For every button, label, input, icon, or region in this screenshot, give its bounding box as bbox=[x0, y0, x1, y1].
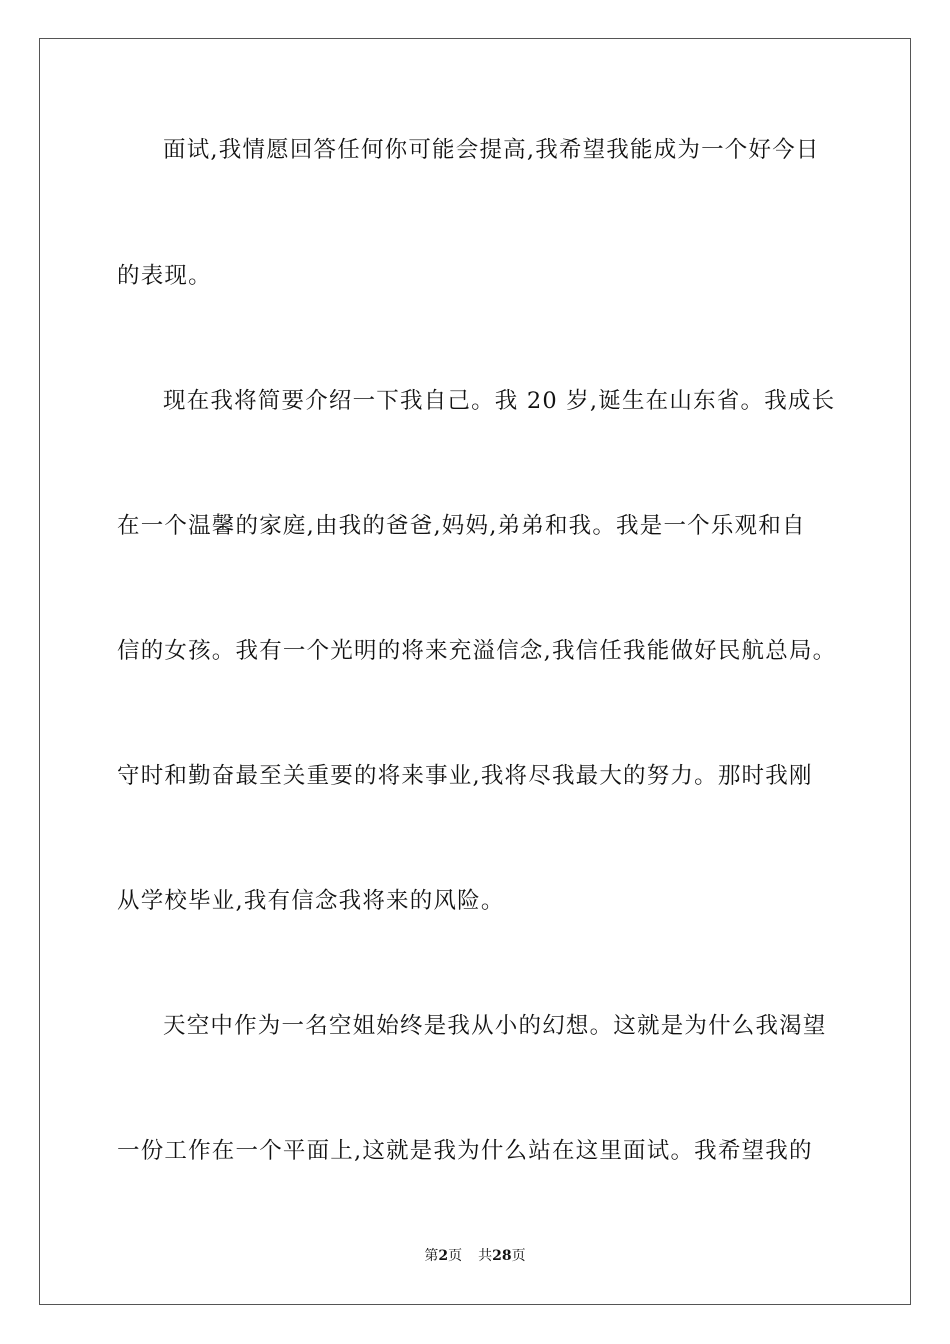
total-prefix: 共 bbox=[478, 1248, 493, 1264]
paragraph-line: 的表现。 bbox=[117, 263, 212, 289]
paragraph-line: 从学校毕业,我有信念我将来的风险。 bbox=[117, 888, 505, 914]
page-footer bbox=[0, 1246, 950, 1266]
paragraph-line: 现在我将简要介绍一下我自己。我 20 岁,诞生在山东省。我成长 bbox=[163, 388, 836, 414]
page-border bbox=[39, 38, 911, 1305]
paragraph-line: 在一个温馨的家庭,由我的爸爸,妈妈,弟弟和我。我是一个乐观和自 bbox=[117, 513, 806, 539]
paragraph-line: 一份工作在一个平面上,这就是我为什么站在这里面试。我希望我的 bbox=[117, 1138, 813, 1164]
page-prefix: 第 bbox=[424, 1248, 439, 1264]
paragraph-line: 天空中作为一名空姐始终是我从小的幻想。这就是为什么我渴望 bbox=[163, 1013, 827, 1039]
page-current: 2 bbox=[438, 1248, 449, 1264]
paragraph-line: 守时和勤奋最至关重要的将来事业,我将尽我最大的努力。那时我刚 bbox=[117, 763, 813, 789]
paragraph-line: 面试,我情愿回答任何你可能会提高,我希望我能成为一个好今日 bbox=[163, 137, 820, 163]
page-suffix: 页 bbox=[448, 1248, 463, 1264]
page-total: 28 bbox=[492, 1248, 512, 1264]
total-suffix: 页 bbox=[511, 1248, 526, 1264]
paragraph-line: 信的女孩。我有一个光明的将来充溢信念,我信任我能做好民航总局。 bbox=[117, 638, 837, 664]
